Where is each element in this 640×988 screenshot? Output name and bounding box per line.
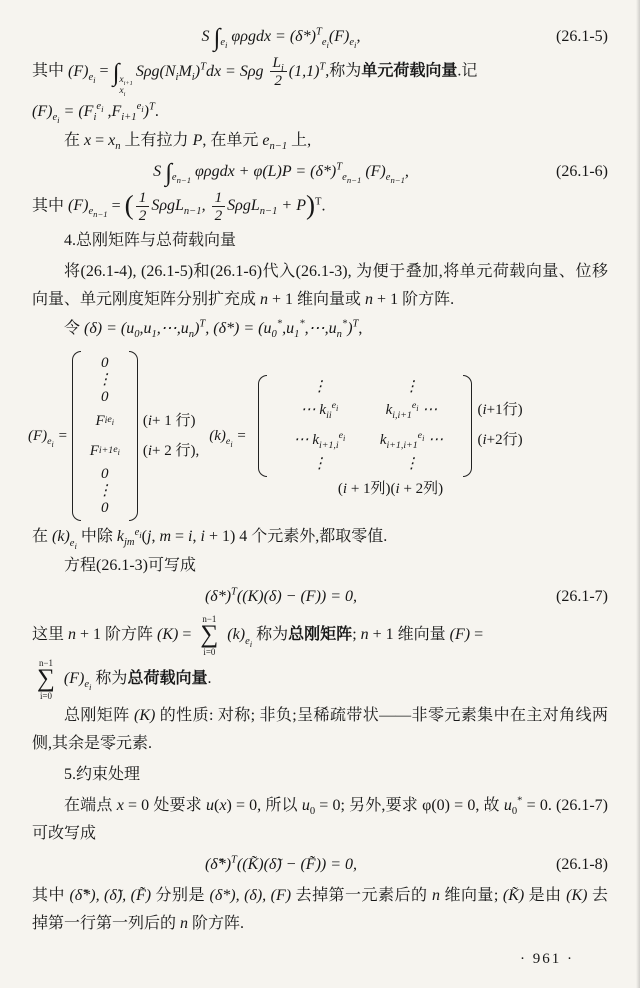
paragraph-boundary-conditions: 在端点 x = 0 处要求 u(x) = 0, 所以 $u_0 = 0$; 另外,要求 φ(0) = 0, 故 $u_0^* = 0$. (26.1-7)可改写成 xyxy=(32,795,608,842)
vector-row: 0 xyxy=(101,389,109,406)
equation-26-1-5 xyxy=(32,23,608,51)
vector-row-labels xyxy=(143,355,199,517)
vector-row-label: ( i + 1 行) xyxy=(142,412,196,429)
matrix-cell: ⋯ $k_{i+1,i}^{e_i}$ xyxy=(293,430,346,452)
matrix-cell: ⋮ xyxy=(311,378,327,395)
matrix-cell: ⋮ xyxy=(403,455,419,472)
heading-5-constraints: 5.约束处理 xyxy=(64,765,141,783)
matrix-left-paren xyxy=(258,375,267,477)
matrix-row-labels xyxy=(477,375,522,477)
load-vector-column xyxy=(81,351,129,521)
vector-row-label xyxy=(143,372,199,389)
vector-left-paren xyxy=(72,351,81,521)
equation-26-1-8-formula: (δ̃*)$^T$((K̃)(δ̃) − (F̃)) = 0, xyxy=(204,854,358,873)
paragraph-tilde-definitions: 其中 (δ̃*), (δ̃), (F̃) 分别是 (δ*), (δ), (F) 去掉第一元素后的 n 维向量; (K̃) 是由 (K) 去掉第一行第一列后的 n 阶方阵. xyxy=(32,886,608,932)
vector-row: ⋮ xyxy=(97,483,113,500)
paragraph-global-load-def: n−1 ∑ i=0 $(F)_{e_i}$ 称为总荷载向量. xyxy=(37,658,212,701)
paragraph-eq-rewrite-intro: 方程(26.1-3)可写成 xyxy=(64,557,196,575)
matrix-cell: $k_{i,i+1}^{e_i}$ ⋯ xyxy=(385,400,438,422)
line-delta-vectors-def: 令 $(\delta) = (u_0,u_1,\cdots,u_n)^T$, $(\delta*) = (u_0^*,u_1^*,\cdots,u_n^*)^T$, xyxy=(64,319,363,341)
matrix-row-label: ( i +2行) xyxy=(477,432,523,449)
vector-row-label xyxy=(143,500,199,517)
vector-row-label xyxy=(143,355,199,372)
matrix-row xyxy=(273,426,457,456)
equation-26-1-8-tag: (26.1-8) xyxy=(556,855,608,873)
equation-26-1-8 xyxy=(32,851,608,879)
display-expanded-load-vector-and-stiffness-matrix xyxy=(28,351,608,521)
matrix-right-paren xyxy=(463,375,472,477)
equation-26-1-6-tag: (26.1-6) xyxy=(556,162,608,180)
vector-row: 0 xyxy=(101,355,109,372)
vector-row: F i+1 $e_i$ xyxy=(89,442,120,459)
matrix-cell: ⋮ xyxy=(311,455,327,472)
matrix-cell: ⋯ $k_{ii}^{e_i}$ xyxy=(300,400,339,422)
equation-26-1-7 xyxy=(32,583,608,611)
matrix-column-label: (i + 1列)(i + 2列) xyxy=(337,480,444,497)
equation-26-1-5-tag: (26.1-5) xyxy=(556,28,608,45)
matrix-row-label: ( i +1行) xyxy=(477,402,523,419)
paragraph-f-en-1-def: 其中 $(F)_{e_{n-1}}$ = ( $\frac{1}{2}$ SρgL$_{n-1}$, $\frac{1}{2}$ SρgL$_{n-1}$ + P)$^T$. xyxy=(32,188,326,224)
matrix-row-label xyxy=(477,379,522,396)
paragraph-tension-at-xn: 在 $x = x_n$ 上有拉力 P, 在单元 $e_{n-1}$ 上, xyxy=(64,131,312,152)
vector-row-label xyxy=(143,466,199,483)
matrix-row xyxy=(273,396,457,426)
vector-row: 0 xyxy=(101,500,109,517)
paragraph-substitute-expand: 将(26.1-4), (26.1-5)和(26.1-6)代入(26.1-3), 为便于叠加,将单元荷载向量、位移向量、单元刚度矩阵分别扩充成 n + 1 维向量或 n + 1 阶方阵. xyxy=(32,263,608,309)
matrix-row xyxy=(273,379,457,396)
vector-row: 0 xyxy=(101,466,109,483)
equation-26-1-5-formula: S $\int_{e_i}$ $\varphi\rho gdx = (\delta*)^T_{e_i}(F)_{e_i}$, xyxy=(201,24,361,52)
matrix-cells xyxy=(267,375,463,477)
vector-row-label xyxy=(143,389,199,406)
equation-26-1-7-formula: $(\delta*)^T((K)(\delta) - (F)) = 0$, xyxy=(204,587,358,606)
vector-row-label: ( i + 2 行), xyxy=(142,442,200,459)
equation-26-1-7-tag: (26.1-7) xyxy=(556,588,608,606)
vector-row-label xyxy=(143,483,199,500)
equation-26-1-6-formula: S $\int_{e_{n-1}}$ $\varphi\rho gdx + \varphi(L)P = (\delta*)^T_{e_{n-1}}$ $(F)_{e_{n-1}}$, xyxy=(153,158,409,186)
heading-4-global-stiffness: 4.总刚矩阵与总荷载向量 xyxy=(64,232,237,250)
stiffness-matrix-block xyxy=(258,375,522,498)
matrix-row xyxy=(273,456,457,473)
paragraph-zero-elements: 在 $(k)_{e_i}$ 中除 $k_{jm}^{e_i}(j$, m = i, i + 1) 4 个元素外,都取零值. xyxy=(32,527,388,551)
equation-26-1-6 xyxy=(32,158,608,186)
matrix-cell: $k_{i+1,i+1}^{e_i}$ ⋯ xyxy=(379,430,444,452)
matrix-cell: ⋮ xyxy=(403,378,419,395)
stiffness-matrix xyxy=(258,375,522,477)
paragraph-unit-load-vector-def: 其中 $(F)_{e_i}$ = ∫ $x_{i+1}$ $x_i$ $S\rho g(N_iM_i)^Tdx = S\rho g$ $\frac{L_i}{2}$ $(1,1)^T$,称为单元荷载向量.记 xyxy=(32,54,478,99)
paragraph-global-stiffness-def: 这里 n + 1 阶方阵 (K) = n−1 ∑ i=0 $(k)_{e_i}$ 称为总刚矩阵; n + 1 维向量 (F) = xyxy=(32,614,484,658)
lhs-F: $(F)_{e_i}$ = xyxy=(28,428,68,450)
paragraph-matrix-properties: 总刚矩阵 (K) 的性质: 对称; 非负;呈稀疏带状——非零元素集中在主对角线两侧,其余是零元素. xyxy=(32,706,608,752)
vector-right-paren xyxy=(129,351,138,521)
page-number: · 961 · xyxy=(520,950,574,967)
line-element-load-vector-components: $(F)_{e_i} = (F_i^{e_i}$ $,F_{i+1}^{e_i})^T$. xyxy=(32,101,159,125)
vector-row: ⋮ xyxy=(97,372,113,389)
vector-row: F i $e_i$ xyxy=(95,412,115,429)
lhs-k: $(k)_{e_i}$ = xyxy=(209,428,247,450)
matrix-row-label xyxy=(477,456,522,473)
